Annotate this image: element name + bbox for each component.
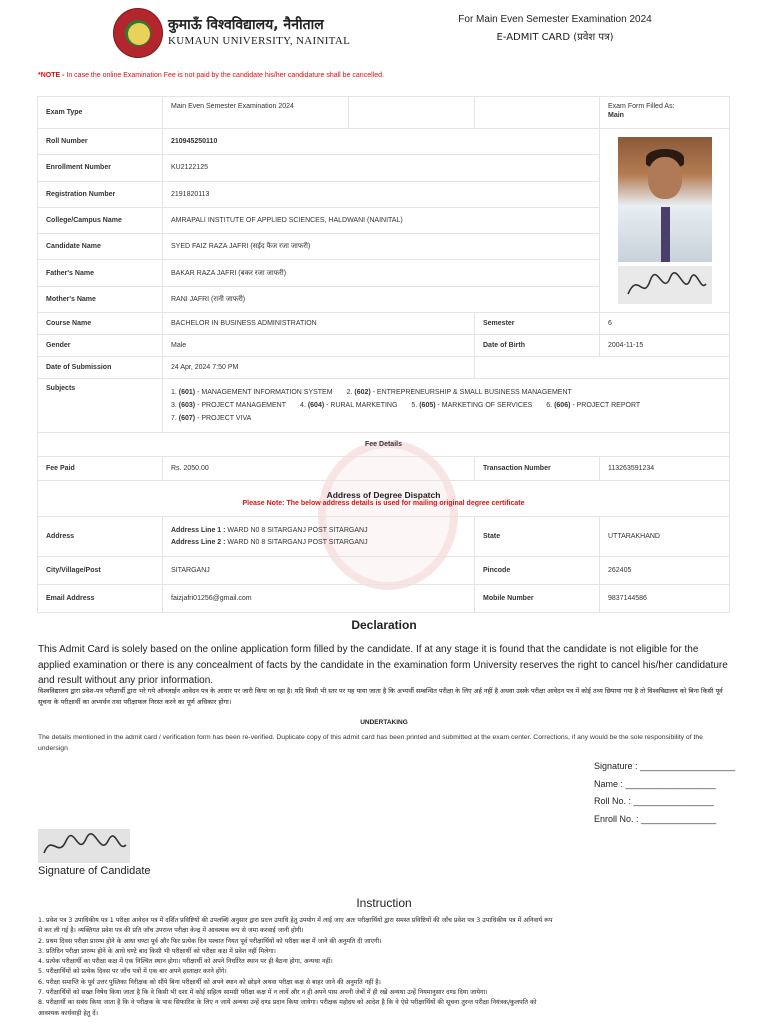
subject-item: 3. (603) - PROJECT MANAGEMENT xyxy=(171,402,287,409)
candidate-signature-image xyxy=(38,829,130,863)
mother-name-value: RANI JAFRI (रानी जाफरी) xyxy=(163,286,600,312)
instruction-item: 6. परीक्षा समाप्ति के पूर्व उत्तर पुस्तिका निरीक्षक को सौंपे बिना परीक्षार्थी को अपने स्थान को छोड़ने अथवा परीक्षा कक्ष से बाहर जाने की अनुमति नहीं है। xyxy=(38,978,381,986)
roll-number-value: 210945250110 xyxy=(163,129,600,155)
form-filled-value: Main xyxy=(608,112,624,119)
college-value: AMRAPALI INSTITUTE OF APPLIED SCIENCES, HALDWANI (NAINITAL) xyxy=(163,207,600,233)
page-header xyxy=(0,0,768,70)
email-value: faizjafri01256@gmail.com xyxy=(163,585,475,613)
gender-value: Male xyxy=(163,335,475,357)
name-field: Name : __________________ xyxy=(594,778,716,789)
registration-label: Registration Number xyxy=(38,181,163,207)
candidate-name-label: Candidate Name xyxy=(38,234,163,260)
fee-note xyxy=(38,72,384,79)
instruction-item: 7. परीक्षार्थियों को सख्त निषेध किया जाता है कि वे किसी भी दशा में कोई सहित्य सामग्री परीक्षा कक्ष में न लायें और न ही अपने पास अपनी जेबों में ही रखें अन्यथा उन्हें नियमानुसार दण्ड दिया जायेगा। xyxy=(38,989,488,997)
dob-value: 2004-11-15 xyxy=(600,335,730,357)
city-value: SITARGANJ xyxy=(163,557,475,585)
address-lines xyxy=(163,517,475,557)
declaration-title: Declaration xyxy=(351,618,417,632)
subjects-label: Subjects xyxy=(38,379,163,433)
exam-type-value: Main Even Semester Examination 2024 xyxy=(163,97,349,129)
address-line1-value: WARD N0 8 SITARGANJ POST SITARGANJ xyxy=(225,526,368,534)
instruction-item: से कर ली गई है। व्यक्तिगत प्रवेश पत्र की प्रति जाँच उपरान्त परीक्षा केन्द्र में आवश्यक रूप से जमा करवाई जानी होगी। xyxy=(38,927,304,935)
transaction-value: 113263591234 xyxy=(600,457,730,481)
photo-cell xyxy=(600,129,730,313)
university-name-hindi: कुमाऊँ विश्वविद्यालय, नैनीताल xyxy=(168,17,324,33)
fee-paid-value: Rs. 2050.00 xyxy=(163,457,475,481)
subjects-list xyxy=(163,379,730,433)
instruction-item: 8. परीक्षार्थी का सबंध किया जाता है कि वे परीक्षक के पास सिफारिश के लिए न जायें अन्यथा उन्हें दण्ड प्रदान किया जायेगा। परीक्षक महोदय को आदेश है कि वे ऐसे परीक्षार्थियों की सूचना तुरन्त परीक्षा नियंत्रक/कुलपति को xyxy=(38,999,537,1007)
instruction-item: आवश्यक कार्यवाही हेतु दें। xyxy=(38,1009,98,1017)
pincode-label: Pincode xyxy=(475,557,600,585)
instruction-item: 4. प्रत्येक परीक्षार्थी का परीक्षा कक्ष में एक निश्चित स्थान होगा। परीक्षार्थी को अपने निर्धारित स्थान पर ही बैठना होगा, अन्यथा नहीं। xyxy=(38,958,333,966)
university-logo xyxy=(113,8,163,58)
enrollment-label: Enrollment Number xyxy=(38,155,163,181)
semester-label: Semester xyxy=(475,313,600,335)
address-label: Address xyxy=(38,517,163,557)
state-label: State xyxy=(475,517,600,557)
declaration-text: This Admit Card is solely based on the online application form filled by the candidate. If at any stage it is found that the candidate is not eligible for the applied examination or there is any concealment of facts by the candidate in the examination form University reserves the right to cancel his/her candidature and result without any prior information. xyxy=(38,644,728,686)
university-name-english: KUMAUN UNIVERSITY, NAINITAL xyxy=(168,35,351,47)
gender-label: Gender xyxy=(38,335,163,357)
pincode-value: 262405 xyxy=(600,557,730,585)
admit-card-title: E-ADMIT CARD (प्रवेश पत्र) xyxy=(496,32,614,43)
father-name-label: Father's Name xyxy=(38,260,163,286)
fee-details-heading: Fee Details xyxy=(38,433,730,457)
address-line2-value: WARD N0 8 SITARGANJ POST SITARGANJ xyxy=(225,538,368,546)
instruction-title: Instruction xyxy=(356,896,412,910)
college-label: College/Campus Name xyxy=(38,207,163,233)
enrollment-value: KU2122125 xyxy=(163,155,600,181)
admit-card-table xyxy=(37,96,730,613)
note-prefix: *NOTE - xyxy=(38,72,65,79)
mother-name-label: Mother's Name xyxy=(38,286,163,312)
subject-item: 2. (602) - ENTREPRENEURSHIP & SMALL BUSINESS MANAGEMENT xyxy=(346,389,572,396)
candidate-signature-thumb xyxy=(618,266,712,304)
candidate-photo xyxy=(618,137,712,262)
candidate-signature-label: Signature of Candidate xyxy=(38,865,151,877)
undertaking-text: The details mentioned in the admit card / verification form has been re-verified. Duplicate copy of this admit card has been printed and submitted at the exam center. Corrections, if any would be the sole responsibility of the undersign xyxy=(38,734,703,752)
instruction-item: 5. परीक्षार्थियों को प्रत्येक दिवस पर जाँच पत्रों में एक बार अपने हस्ताक्षर करने होंगे। xyxy=(38,968,227,976)
mobile-value: 9837144586 xyxy=(600,585,730,613)
course-value: BACHELOR IN BUSINESS ADMINISTRATION xyxy=(163,313,475,335)
course-label: Course Name xyxy=(38,313,163,335)
instruction-list xyxy=(38,916,728,1019)
mobile-label: Mobile Number xyxy=(475,585,600,613)
candidate-name-value: SYED FAIZ RAZA JAFRI (सईद फैज रजा जाफरी) xyxy=(163,234,600,260)
subjects-container xyxy=(171,386,721,425)
declaration-hindi: विश्वविद्यालय द्वारा प्रवेश-पत्र परीक्षार्थी द्वारा भरे गये ऑनलाईन आवेदन पत्र के आधार पर जारी किया जा रहा है। यदि किसी भी स्तर पर यह पाया जाता है कि अभ्यर्थी सम्बन्धित परीक्षा के लिए अर्ह नहीं है अथवा उसके परीक्षा आवेदन पत्र में कोई तथ्य छिपाया गया है तो विश्वविद्यालय को बिना किसी पूर्व सूचना के परीक्षार्थी का अभ्यर्थन तथा परीक्षाफल निरस्त करने का पूर्ण अधिकार होगा। xyxy=(38,687,723,706)
state-value: UTTARAKHAND xyxy=(600,517,730,557)
undertaking-title: UNDERTAKING xyxy=(360,719,408,726)
subject-item: 5. (605) - MARKETING OF SERVICES xyxy=(411,402,533,409)
exam-type-label: Exam Type xyxy=(38,97,163,129)
roll-number-label: Roll Number xyxy=(38,129,163,155)
address-line2-label: Address Line 2 : xyxy=(171,538,226,546)
address-line1-label: Address Line 1 : xyxy=(171,526,226,534)
dispatch-title: Address of Degree Dispatch xyxy=(326,490,441,500)
form-filled-cell xyxy=(600,97,730,129)
signature-field: Signature : ___________________ xyxy=(594,761,736,771)
instruction-item: 3. प्रतिदिन परीक्षा प्रारम्भ होने के आधे घण्टे बाद किसी भी परीक्षार्थी को परीक्षा कक्ष में प्रवेश नहीं मिलेगा। xyxy=(38,947,276,955)
exam-title: For Main Even Semester Examination 2024 xyxy=(458,14,652,25)
city-label: City/Village/Post xyxy=(38,557,163,585)
fee-paid-label: Fee Paid xyxy=(38,457,163,481)
dob-label: Date of Birth xyxy=(475,335,600,357)
form-filled-label: Exam Form Filled As: xyxy=(608,103,675,110)
father-name-value: BAKAR RAZA JAFRI (बकर रजा जाफरी) xyxy=(163,260,600,286)
note-text: In case the online Examination Fee is not paid by the candidate his/her candidature shall be cancelled. xyxy=(64,72,384,79)
instruction-item: 1. प्रवेश पत्र 3 उपाधिकीय पत्र 1 परीक्षा आवेदन पत्र में दर्शित प्रविष्टियों की उपलब्धि अनुसार द्वारा प्रदत्त उपाधि हेतु उपयोग में लाई जाए अतः परीक्षार्थियों द्वारा समस्त प्रविष्टियों की जाँच प्रवेश पत्र 3 उपाधिकीय पत्र में अनिवार्य रूप xyxy=(38,917,553,924)
enroll-field: Enroll No. : _______________ xyxy=(594,813,717,824)
subject-item: 1. (601) - MANAGEMENT INFORMATION SYSTEM xyxy=(171,389,333,396)
dispatch-heading xyxy=(38,481,730,517)
dispatch-note: Please Note: The below address details is used for mailing original degree certificate xyxy=(242,500,525,507)
transaction-label: Transaction Number xyxy=(475,457,600,481)
subject-item: 4. (604) - RURAL MARKETING xyxy=(300,402,398,409)
registration-value: 2191820113 xyxy=(163,181,600,207)
subject-item: 7. (607) - PROJECT VIVA xyxy=(171,415,252,422)
signature-fields xyxy=(594,758,744,828)
submission-value: 24 Apr, 2024 7:50 PM xyxy=(163,357,475,379)
instruction-item: 2. प्रथम दिवस परीक्षा प्रारम्भ होने के आधा घण्टा पूर्व और फिर प्रत्येक दिन पश्चात नियत पूर्व परीक्षार्थियों को परीक्षा कक्ष में जाने की अनुमति दी जाएगी। xyxy=(38,937,382,945)
semester-value: 6 xyxy=(600,313,730,335)
submission-label: Date of Submission xyxy=(38,357,163,379)
email-label: Email Address xyxy=(38,585,163,613)
subject-item: 6. (606) - PROJECT REPORT xyxy=(546,402,641,409)
roll-field: Roll No. : ________________ xyxy=(594,796,714,806)
